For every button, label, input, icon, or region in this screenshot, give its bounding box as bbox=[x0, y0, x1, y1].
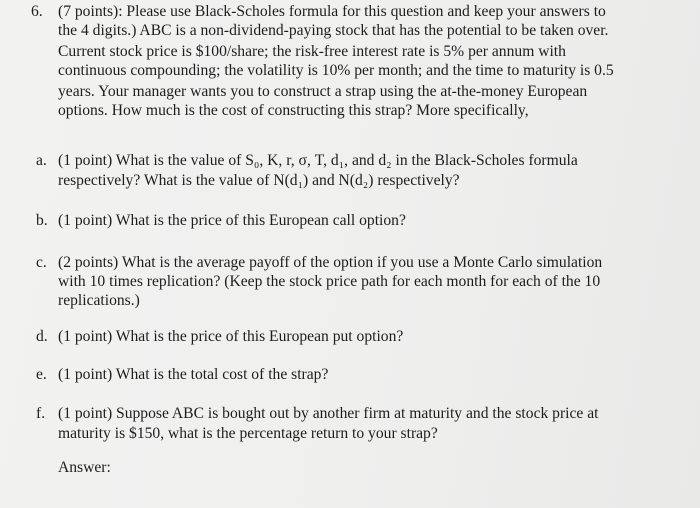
part-f-label: f. bbox=[36, 405, 46, 422]
question-line-3: Current stock price is $100/share; the risk-free interest rate is 5% per annum with bbox=[58, 43, 566, 60]
part-c-line-1: (2 points) What is the average payoff of the option if you use a Monte Carlo simulation bbox=[58, 254, 603, 271]
part-c-line-3: replications.) bbox=[58, 292, 140, 309]
question-line-5: years. Your manager wants you to construct a strap using the at-the-money European bbox=[58, 83, 588, 100]
part-c-line-2: with 10 times replication? (Keep the stock price path for each month for each of the 10 bbox=[58, 273, 601, 290]
question-line-1: (7 points): Please use Black-Scholes formula for this question and keep your answers to bbox=[58, 3, 606, 20]
answer-label: Answer: bbox=[58, 459, 111, 476]
part-d-line-1: (1 point) What is the price of this European put option? bbox=[58, 328, 404, 345]
part-f-line-1: (1 point) Suppose ABC is bought out by another firm at maturity and the stock price at bbox=[58, 405, 599, 422]
part-d-label: d. bbox=[36, 328, 48, 345]
part-b-line-1: (1 point) What is the price of this European call option? bbox=[58, 212, 406, 229]
part-f-line-2: maturity is $150, what is the percentage return to your strap? bbox=[58, 425, 438, 442]
question-line-6: options. How much is the cost of constructing this strap? More specifically, bbox=[58, 102, 529, 119]
part-a-label: a. bbox=[36, 152, 47, 169]
part-a-line-2: respectively? What is the value of N(d₁) and N(d₂) respectively? bbox=[58, 172, 460, 189]
question-line-4: continuous compounding; the volatility is 10% per month; and the time to maturity is 0.5 bbox=[58, 62, 614, 79]
part-b-label: b. bbox=[36, 212, 48, 229]
part-a-line-1: (1 point) What is the value of S₀, K, r, σ, T, d₁, and d₂ in the Black-Scholes formula bbox=[58, 152, 578, 169]
part-e-line-1: (1 point) What is the total cost of the strap? bbox=[58, 366, 329, 383]
question-number: 6. bbox=[31, 3, 43, 20]
part-e-label: e. bbox=[36, 366, 47, 383]
question-line-2: the 4 digits.) ABC is a non-dividend-paying stock that has the potential to be taken over. bbox=[58, 22, 609, 39]
part-c-label: c. bbox=[36, 254, 47, 271]
